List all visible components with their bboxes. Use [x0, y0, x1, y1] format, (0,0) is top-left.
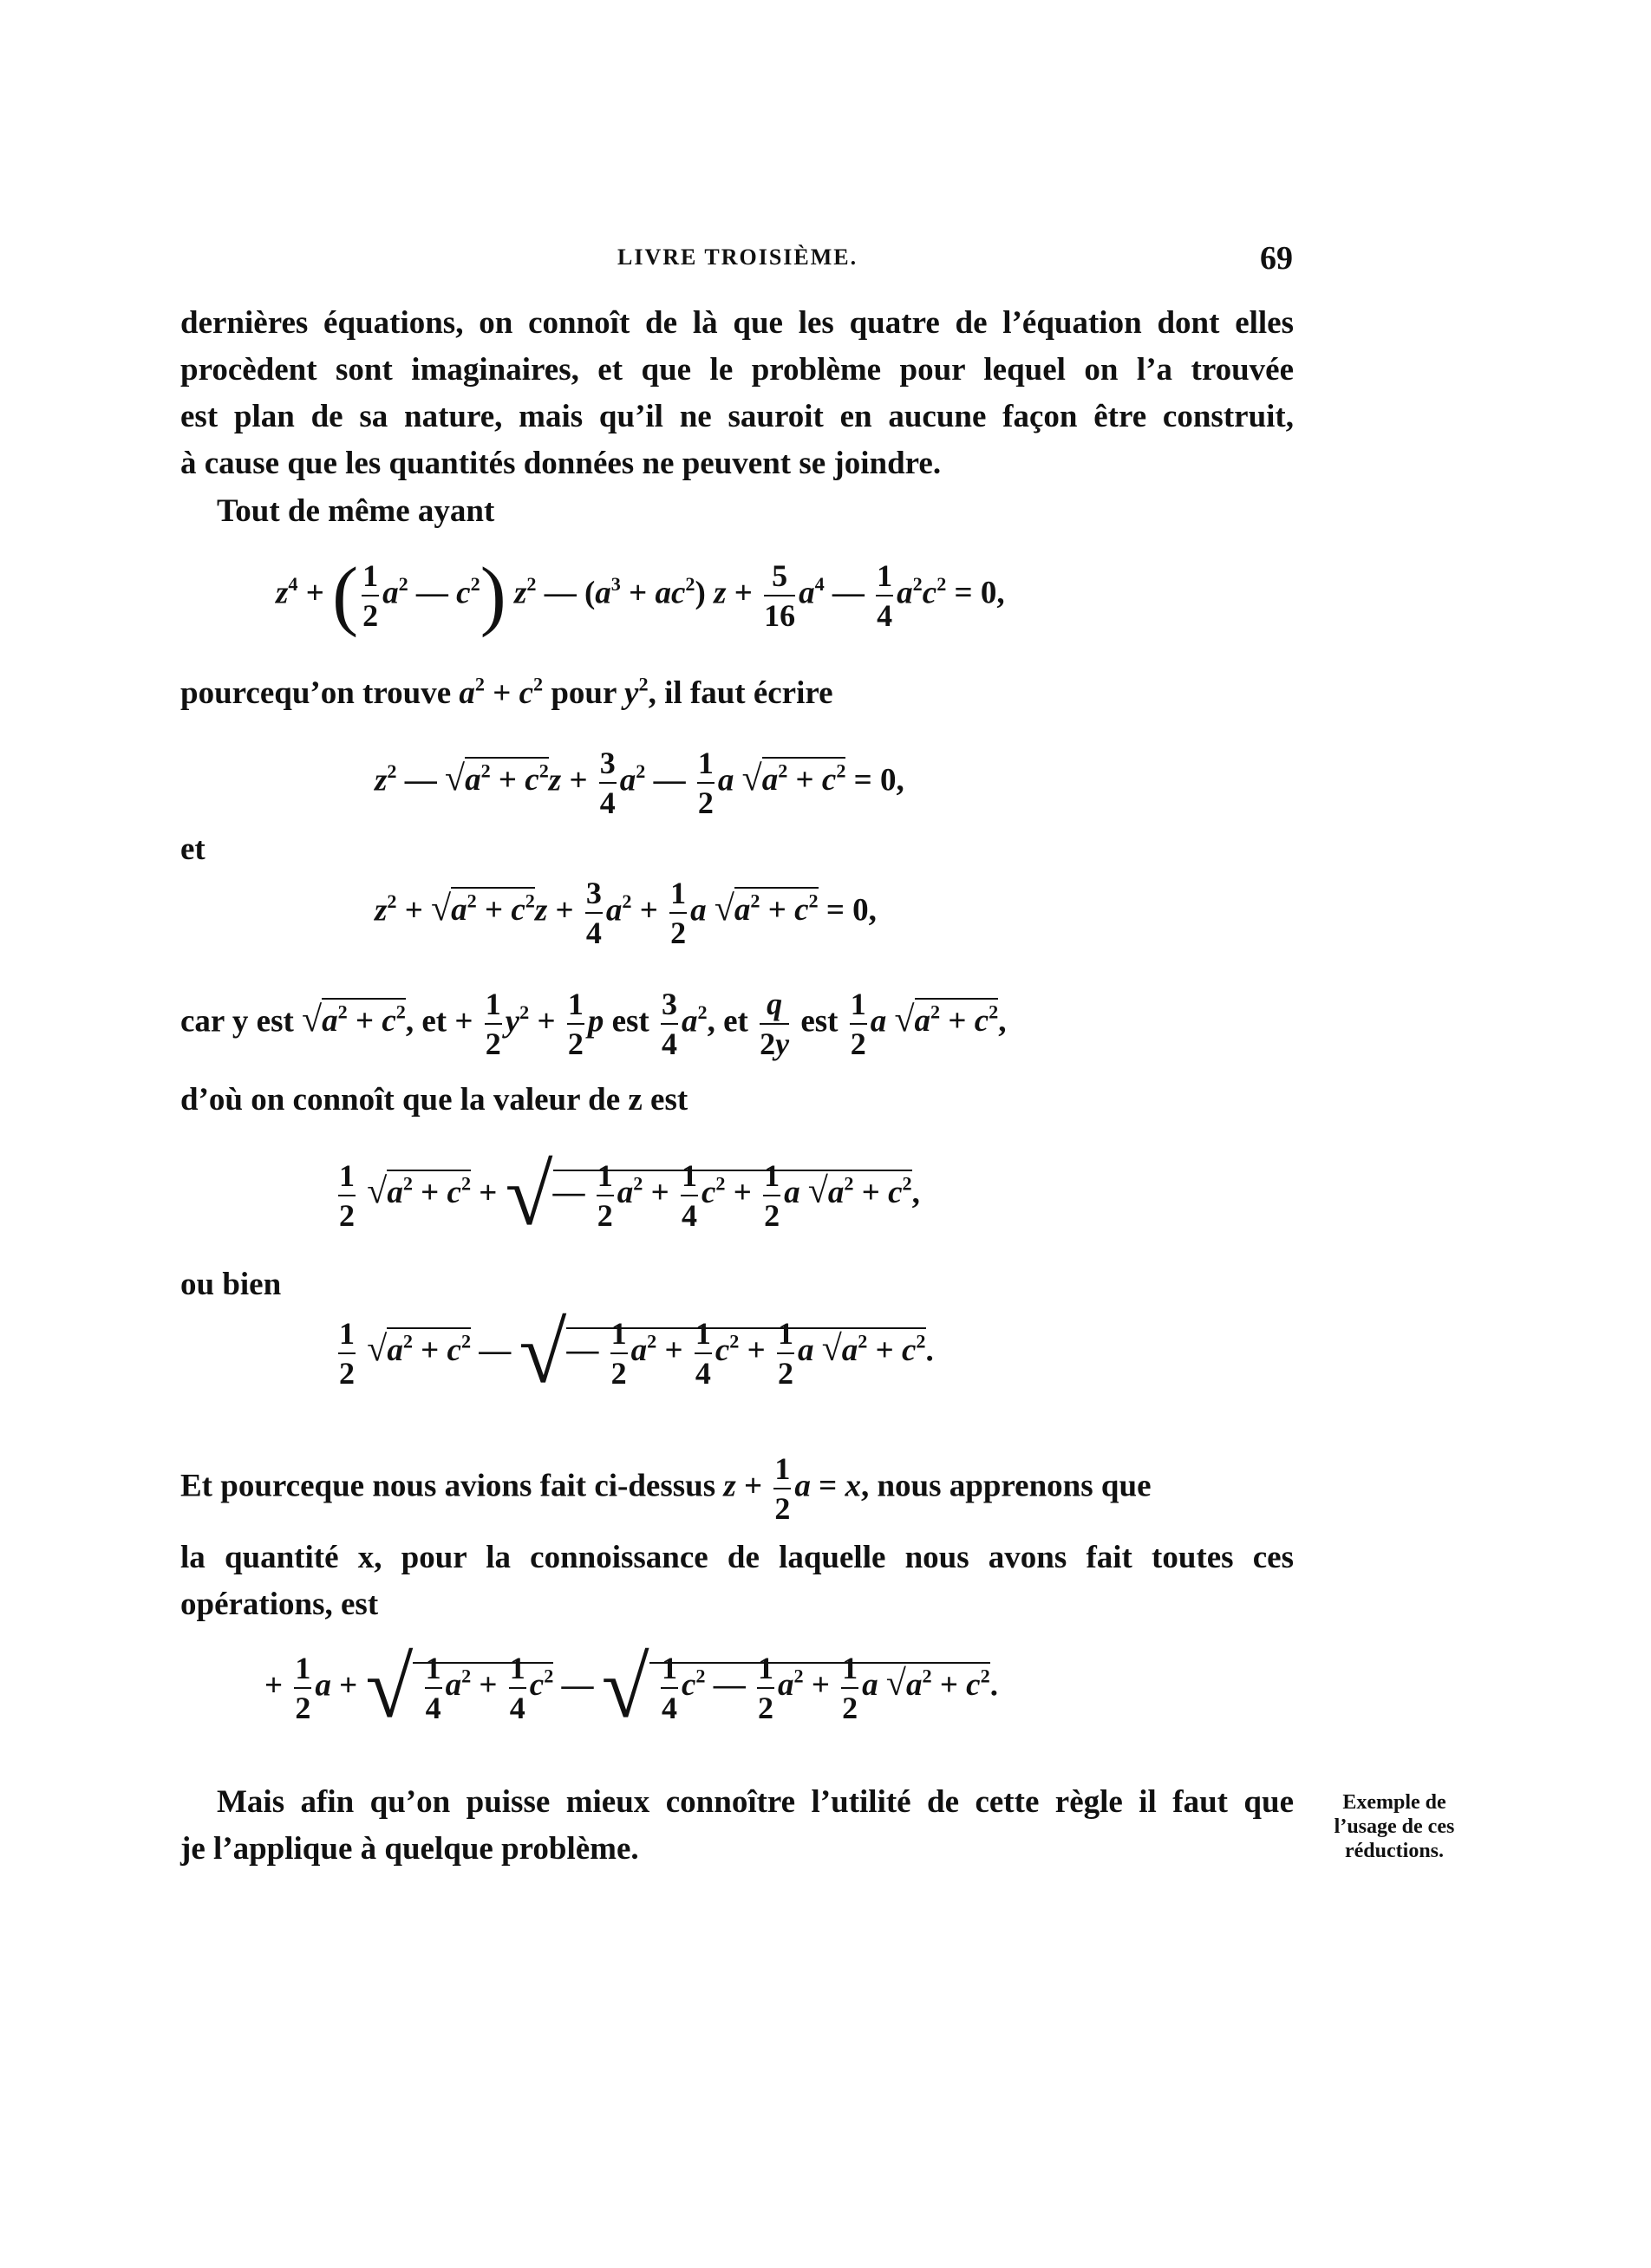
paragraph-4: car y est $√a^2 + c^2$, et + $\frac{1}{2}$ $y^2$ + $\frac{1}{2}$ p est $\frac{3}{4}$ $a^2$, et $\frac{q}{2y}$ est $\frac{1}{2}$ a $√a^2 + c^2$,: [180, 987, 1007, 1061]
margin-note: Exemple de l’usage de ces réductions.: [1334, 1791, 1455, 1862]
paragraph-8: [180, 1779, 1294, 1873]
paragraph-7: [180, 1535, 1294, 1628]
equation-6: + $\frac{1}{2}$ a + √ $\frac{1}{4}$ $a^2$ + $\frac{1}{4}$ $c^2$ — √ $\frac{1}{4}$ $c^2$ — $\frac{1}{2}$ $a^2$ + $\frac{1}{2}$ a $√a^2 + c^2$.: [264, 1639, 998, 1736]
text-line: à cause que les quantités données ne peuvent se joindre.: [180, 446, 942, 481]
text-line: la quantité x, pour la connoissance de laquelle nous avons fait toutes ces: [180, 1540, 1294, 1575]
equation-4: $\frac{1}{2}$ $√a^2 + c^2$ + √— $\frac{1}{2}$ $a^2$ + $\frac{1}{4}$ $c^2$ + $\frac{1}{2}$ a $√a^2 + c^2$,: [339, 1147, 920, 1243]
equation-1: $z^4$ + ( $\frac{1}{2}$ $a^2$ — $c^2$) $z^2$ — $(a^3 + ac^2) z$ + $\frac{5}{16}$ $a^4$ — $\frac{1}{4}$ $a^2c^2 = 0$,: [276, 552, 1005, 638]
running-head: LIVRE TROISIÈME.: [617, 244, 858, 270]
text-line: dernières équations, on connoît de là que les quatre de l’équation dont elles: [180, 305, 1294, 341]
text-line: opérations, est: [180, 1587, 379, 1622]
text-line: Mais afin qu’on puisse mieux connoître l’utilité de cette règle il faut que: [217, 1784, 1294, 1820]
page-number: 69: [1260, 240, 1293, 277]
paragraph-5: d’où on connoît que la valeur de z est: [180, 1082, 688, 1118]
paragraph-1: [180, 300, 1294, 487]
text-line: procèdent sont imaginaires, et que le problème pour lequel on l’a trouvée: [180, 352, 1294, 388]
paragraph-6: Et pourceque nous avions fait ci-dessus z + $\frac{1}{2}$ a = x, nous apprenons que: [180, 1451, 1152, 1526]
text-line: est plan de sa nature, mais qu’il ne sauroit en aucune façon être construit,: [180, 399, 1294, 434]
equation-3: $z^2 + √a^2 + c^2z$ + $\frac{3}{4}$ $a^2$ + $\frac{1}{2}$ a $√a^2 + c^2 = 0$,: [375, 876, 877, 950]
text-line: je l’applique à quelque problème.: [180, 1831, 639, 1867]
paragraph-2: Tout de même ayant: [217, 493, 495, 529]
label-ou-bien: ou bien: [180, 1267, 282, 1302]
paragraph-3: pourcequ’on trouve $a^2 + c^2$ pour $y^2$, il faut écrire: [180, 673, 833, 711]
equation-2: $z^2$ — $√a^2 + c^2z$ + $\frac{3}{4}$ $a^2$ — $\frac{1}{2}$ a $√a^2 + c^2 = 0$,: [375, 746, 904, 820]
equation-5: $\frac{1}{2}$ $√a^2 + c^2$ — √— $\frac{1}{2}$ $a^2$ + $\frac{1}{4}$ $c^2$ + $\frac{1}{2}$ a $√a^2 + c^2$.: [339, 1305, 934, 1401]
label-et: et: [180, 831, 206, 867]
